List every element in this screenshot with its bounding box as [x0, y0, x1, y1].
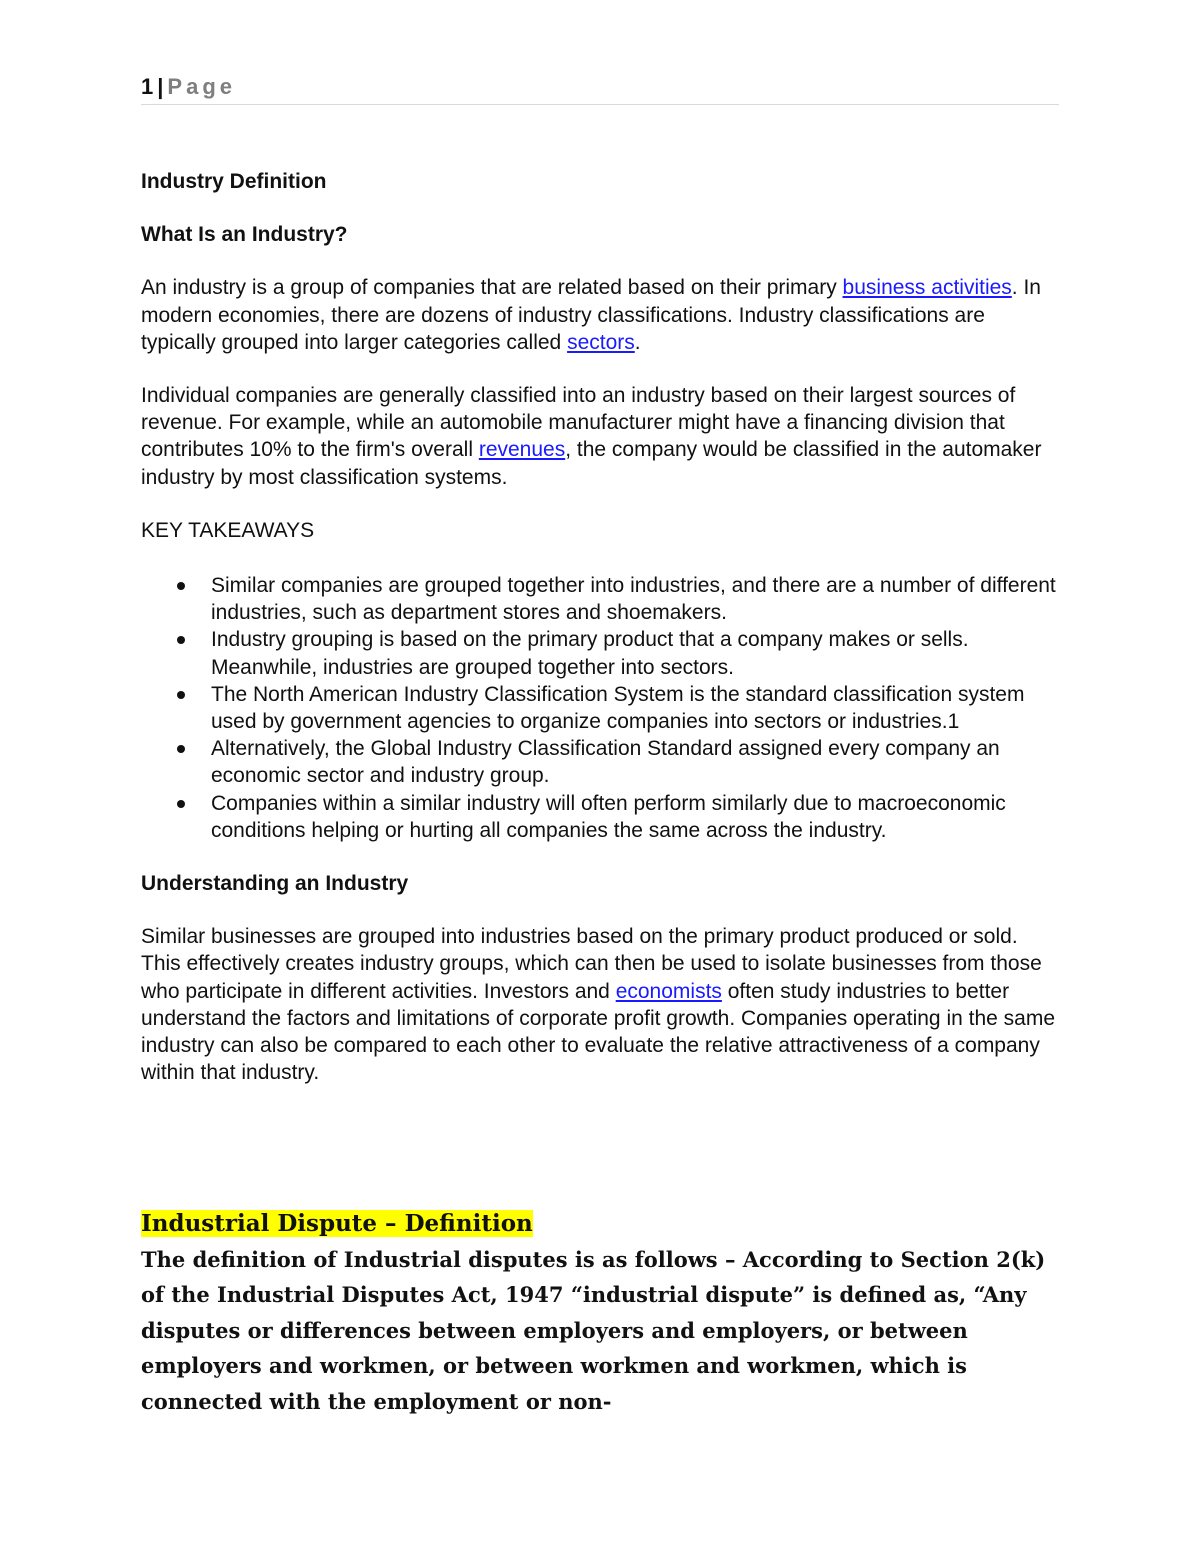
- paragraph-text: Similar businesses are grouped into industries based on the primary product produced or sold. This effectively creates industry groups, which can then be used to isolate businesses from those who participate in different activities. Investors and: [141, 925, 1042, 1003]
- heading-understanding-industry: Understanding an Industry: [141, 872, 409, 896]
- page-header: [141, 74, 1059, 105]
- heading-what-is-industry: What Is an Industry?: [141, 223, 348, 247]
- link-revenues[interactable]: revenues: [478, 438, 566, 462]
- header-separator: |: [157, 74, 164, 99]
- page-number: 1: [141, 74, 154, 99]
- list-item: [141, 681, 1061, 735]
- paragraph-text: An industry is a group of companies that are related based on their primary: [141, 276, 843, 300]
- paragraph-text: , the company would be classified in the automaker industry by most classification systems.: [141, 438, 1042, 489]
- paragraph-understanding: [141, 923, 1061, 1086]
- key-takeaways-label: KEY TAKEAWAYS: [141, 518, 315, 542]
- list-item-text: Alternatively, the Global Industry Classification Standard assigned every company an economic sector and industry group.: [211, 737, 1000, 788]
- list-item: [141, 735, 1061, 789]
- paragraph-text: Individual companies are generally classified into an industry based on their largest sources of revenue. For example, while an automobile manufacturer might have a financing division that contributes 10% to the firm's overall: [141, 384, 1016, 462]
- paragraph-classification: [141, 382, 1061, 491]
- link-economists[interactable]: economists: [615, 979, 722, 1003]
- paragraph-text: .: [634, 330, 641, 354]
- page-label: Page: [167, 74, 236, 99]
- bullet-icon: [177, 745, 185, 753]
- document-body: [141, 168, 1061, 1112]
- bullet-icon: [177, 800, 185, 808]
- highlighted-heading-text: Industrial Dispute – Definition: [141, 1210, 533, 1237]
- paragraph-text: often study industries to better understand the factors and limitations of corporate profit growth. Companies operating in the same industry can also be compared to each other to evaluate the relative attractiveness of a company within that industry.: [141, 979, 1056, 1085]
- key-takeaways-list: [141, 572, 1061, 844]
- paragraph-industry-intro: [141, 274, 1061, 356]
- link-sectors[interactable]: sectors: [567, 330, 635, 354]
- industrial-dispute-section: [141, 1206, 1061, 1419]
- list-item: [141, 790, 1061, 844]
- bullet-icon: [177, 582, 185, 590]
- list-item-text: Similar companies are grouped together into industries, and there are a number of different industries, such as department stores and shoemakers.: [211, 574, 1056, 625]
- list-item: [141, 572, 1061, 626]
- paragraph-text: . In modern economies, there are dozens of industry classifications. Industry classifications are typically grouped into larger categories called: [141, 276, 1041, 354]
- bullet-icon: [177, 636, 185, 644]
- industrial-dispute-heading: [141, 1206, 1061, 1242]
- list-item-text: The North American Industry Classification System is the standard classification system used by government agencies to organize companies into sectors or industries.1: [211, 682, 1025, 734]
- heading-industry-definition: Industry Definition: [141, 170, 327, 193]
- bullet-icon: [177, 691, 185, 699]
- list-item: [141, 626, 1061, 680]
- link-business-activities[interactable]: business activities: [842, 276, 1012, 300]
- list-item-text: Companies within a similar industry will often perform similarly due to macroeconomic conditions helping or hurting all companies the same across the industry.: [211, 791, 1006, 842]
- industrial-dispute-definition: The definition of Industrial disputes is as follows – According to Section 2(k) of the Industrial Disputes Act, 1947 “industrial dispute” is defined as, “Any disputes or differences between employers and employers, or between employers and workmen, or between workmen and workmen, which is connected with the employment or non-: [141, 1246, 1046, 1414]
- list-item-text: Industry grouping is based on the primary product that a company makes or sells. Meanwhile, industries are grouped together into sectors.: [211, 628, 969, 679]
